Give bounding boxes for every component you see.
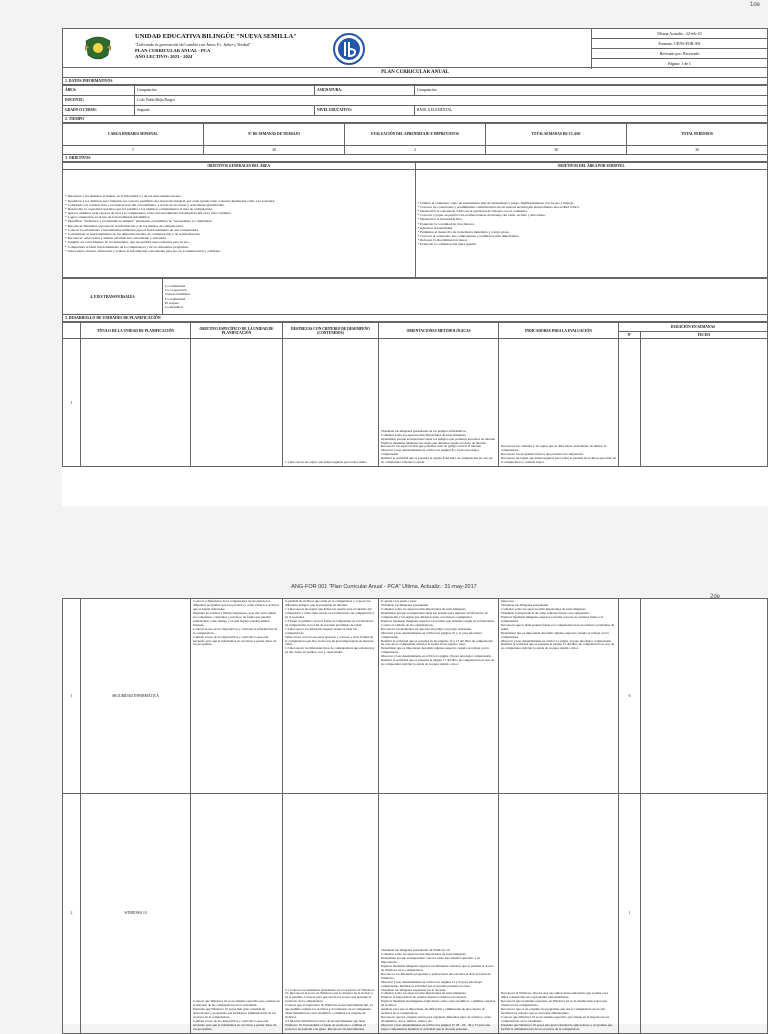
unit-number: 2 xyxy=(63,794,81,1034)
tiempo-value: 38 xyxy=(627,146,768,155)
document-meta xyxy=(591,29,767,69)
page-number: 1de xyxy=(749,2,760,8)
meta-reviewed: Revisado por: Rectorado xyxy=(592,49,767,59)
school-name: UNIDAD EDUCATIVA BILINGÜE "NUEVA SEMILLA" xyxy=(135,33,297,40)
nivel-value: BÁSICA ELEMENTAL xyxy=(415,106,768,116)
page-footer: ANG-FOR 001 "Plan Curricular Anual - PCA" Ultima. Actualiz.: 31-may-2017 xyxy=(291,584,477,590)
tiempo-header: TOTAL SEMANAS DE CLASE xyxy=(486,124,627,146)
objetivos-subnivel-list: * Utilizar el ordenador como un instrumento más de aprendizaje y juego, familiarizándose con su uso y manejo. * Conocer las conexiones y posibilidades comunicativas de las nuevas tecnologías desarrollando una actitud crítica. * Desarrollar la conciencia crítica en la ejecución de trabajos con el ordenador. * Conocer y poner en práctica las normas básicas de manejo del ratón, teclado y micrófono. * Desarrollar la motricidad fina. * Potenciar la coordinación viso-motora. * Adiestrar la lateralidad. * Estimular el desarrollo de la memoria inmediata y a largo plazo. * Conocer el ordenador, sus componentes y periféricos más importantes. * Reforzar la discriminación visual. * Potenciar la comunicación entre iguales. xyxy=(415,170,768,278)
tiempo-header: EVALUACIÓN DEL APRENDIZAJE E IMPREVISTOS xyxy=(345,124,486,146)
section-objetivos: 3. OBJETIVOS xyxy=(62,155,768,162)
unit-header-titulo: TÍTULO DE LA UNIDAD DE PLANIFICACIÓN xyxy=(81,323,191,339)
school-year: AÑO LECTIVO: 2023 - 2024 xyxy=(135,54,193,59)
tiempo-value: 2 xyxy=(345,146,486,155)
unit-objetivo: Conocer y diferenciar de la computadora reconociendo los diferentes programas que nos presenta y como evitar los archivos que se tienen infectados. Entender las normas y hábitos impuestos, para ello estos deben ser coherentes, constantes y precisos, de forma que puedan establecidas como tiempo y en qué lugares pueden utilizar Internet. Conocer el uso de los dispositivos y controlar la información de la computadora. Cambiar el uso de los dispositivos y controlar lo que está haciendo para que la informática no nos lleve a perder datos de los programas. xyxy=(191,599,283,794)
ib-logo-icon xyxy=(331,32,367,66)
unit-header-metodologicas: ORIENTACIONES METODOLÓGICAS xyxy=(379,323,499,339)
school-crest-icon xyxy=(83,35,113,63)
info-table xyxy=(62,85,768,116)
unit-metodologicas: Visualizar las imágenes presentadas de los peligros informáticos Comentar sobre los aspectos más importantes de estas imágenes Determinar porque es importante saber los peligros que podemos encontrar en internet Explicar mediante imágenes las reglas que debemos seguir en el uso de internet Reconocer los aspectos más que podemos estar en peligro al usar el internet Observar y leer detenidamente en el libro las páginas 8 y 9 para una mejor comprensión. Realizar la actividad que se presenta la página 8 del libro de computación en caso de no comprender solicitar la ayuda. xyxy=(379,339,499,467)
unit-metodologicas: la ayuda a los papis o tutor. Visualizar las imágenes presentadas Comentar sobre los aspectos más importantes de estas imágenes Determinar porque es importante saber las normas para ingresar al laboratorio de computación y las reglas que debemos tener con nuestro computador. Explicar mediante imágenes aspectos las normas que debemos seguir en el laboratorio y sobre el cuidado de las computadoras. Reconocer los momentos en que está en peligro su propio ordenador. Observar y leer detenidamente en el libro las páginas 10 y 11 para una mejor comprensión. Realizar la actividad que se presenta en las páginas 12 y 13 del libro de computación en caso de no comprender solicitar la ayuda de tus papás o tutor. Determinar que es importante descubrir algunos aspectos cuando se trabaja con la computadora. Observar y leer detenidamente en el libro la página 16 para una mejor comprensión. Realizar la actividad que se presenta la página 17 del libro de computación en caso de no comprender solicitar la ayuda de tu papá, mamá o tutor. xyxy=(379,599,499,794)
meta-update: Ultima Actualiz.: 22-feb-23 xyxy=(592,29,767,39)
ejes-table xyxy=(62,278,768,315)
section-unidades: 5. DESARROLLO DE UNIDADES DE PLANIFICACIÓN xyxy=(62,315,768,322)
docente-value: Lcdo. Pablo Mejía Burgos xyxy=(135,96,768,106)
grado-value: Segundo xyxy=(135,106,315,116)
area-value: Computación xyxy=(135,86,315,96)
meta-format: Formato: UENS-FOR 001 xyxy=(592,39,767,49)
nivel-label: NIVEL EDUCATIVO: xyxy=(315,106,415,116)
tiempo-value: 40 xyxy=(204,146,345,155)
section-datos: 1. DATOS INFORMATIVOS xyxy=(62,78,768,85)
unit-subheader-fecha: FECHA xyxy=(641,332,768,339)
unit-title: WINDOWS 10 xyxy=(81,794,191,1034)
page-number: 2de xyxy=(709,594,720,600)
unit-indicadores: Reconocer los cuidados y las reglas que se debe llevar al momento de utilizar la computadora. Reconocer los programas básicos que presenta un computador. Reconocer las reglas que deben seguirse para evitar la pérdida de archivos que están en la computadora y cuidarla mejor. xyxy=(499,339,619,467)
unit-objetivo: Conocer que Windows 10 es un sistema operativo que consiste en la mayoría de las computadoras en la actualidad. Entender que Windows 10 posee más gran variedad de aplicaciones y programas que facilitan la administración de los recursos de la computadora. Cambiar el uso de los dispositivos y controlar lo que está haciendo para que la informática no nos lleve a perder datos de los programas. xyxy=(191,794,283,1034)
page-1 xyxy=(62,2,768,506)
unit-metodologicas: Visualizar las imágenes presentadas de Windows 10 Comentar sobre los aspectos más importantes de estas imágenes Determinar porque es importante conocer sobre este sistema operativo y su importancia. Explicar mediante imágenes aspectos las diferentes ventanas que se permite el acceso de Windows en la computadora. Reconocer los diferentes programas y aplicaciones que encierra el abrir el botón de Windows. Observar y leer detenidamente en el libro las páginas 21 y 22 para una mejor comprensión. Realizar la actividad que el docente presenta en clase. Visualizar las imágenes expuestas por el docente. Comentar sobre los aspectos más importantes de estas imágenes. Explicar la importancia de ordenar nuestros archivos en carpetas. Explicar mediante las imágenes explicativas como crear, modificar o eliminar carpetas de archivos. Analizar para qué es importante, modificación y eliminación de una carpeta de archivos en la computadora. Reconocer que las carpetas sirven para organizar diferentes tipos de archivos, como documentos, fotos, música, videos, etc. Observar y leer detenidamente en el libro las páginas 27 28 - 29 - 30 y 31 para una mejor comprensión. Realizar la actividad que el docente presente. xyxy=(379,794,499,1034)
page-2 xyxy=(62,598,768,1032)
tiempo-header: TOTAL PERÍODOS xyxy=(627,124,768,146)
unit-number: 1 xyxy=(63,599,81,794)
school-motto: "Liderando la generación del cambio con Amor, Fe, Saber y Verdad" xyxy=(135,42,251,47)
unit-destrezas: 2.1 Conocer los elementos presentados en el escritorio de Windows 10. Reconocer el icono de Windows que se muestra en el teclado y en la pantalla. Conocer para qué sirven los iconos que presenta el escritorio de la computadora. Conocer que el explorador de Windows es una herramienta útil, ya que permite ordenar los archivos y documentos en el computador. Tener habilidad en crear, modificar o eliminar las carpetas de archivos. 2.3 Mostrar habilidad en el uso de las herramientas que tiene Windows 10. Personalizar el fondo de escritorio o cambiar el protector de pantalla a su gusto. Reconocer las herramientas. xyxy=(283,794,379,1034)
tiempo-value: 1 xyxy=(63,146,204,155)
ejes-label: 4. EJES TRANSVERSALES xyxy=(63,279,163,315)
tiempo-header: CARGA HORARIA SEMANAL xyxy=(63,124,204,146)
unit-number: 1 xyxy=(63,339,81,467)
tiempo-header: Nº DE SEMANAS DE TRABAJO xyxy=(204,124,345,146)
unit-header-destrezas: DESTREZAS CON CRITERIO DE DESEMPEÑO (CONTENIDOS) xyxy=(283,323,379,339)
unit-header-objetivo: OBJETIVO ESPECÍFICO DE LA UNIDAD DE PLANIFICACIÓN xyxy=(191,323,283,339)
unit-destrezas: la pérdida de archivos que están en la computadora y conocer los diferentes peligros que se presentan en internet. 1.2 Reconocer las reglas que deben ser usadas para el cuidado del computador y cómo debe usarse en el laboratorio de computación y en la sociedad. 1.3 Tener la primera correcta frente al computador en el laboratorio de computación con el fin de prevenir problemas de salud. 1.4 Reconocer los diferentes lugares donde se usan las computadoras. Saber el uso correcto de estos aparatos y conocer a otras formas de la computadora que hoy en día son de gran importancia en nuestras vidas. 1.5 Reconocer los diferentes tipos de computadoras que existen hoy en día. Saber su nombre, uso y capacidades. xyxy=(283,599,379,794)
ejes-list: La solidaridad La cooperación Valores familiares La solidaridad El respeto La identidad xyxy=(163,279,768,315)
unit-subheader-n: Nº xyxy=(619,332,641,339)
unit-title: SEGURIDAD INFORMÁTICA xyxy=(81,599,191,794)
unit-indicadores: Reconocer al Windows 10 para usar sus aplicaciones educativas que ayuden a los niños a desarrollar sus capacidades adecuadamente. Reconocer que el sistema operativo de Windows 10 es el sistema más actual que vienen en las computadoras. Reconocer que es un conjunto de programas que usa la computadora en el cual facilitará las trabajos que se en forma utilizarermos. Conocer que Windows 10 es un sistema operativo que vienen en la mayoría de las computadoras en la actualidad. Entender que Windows 10 posee una gran variedad de aplicaciones y programas que facilita la administración de los recursos de la computadora. xyxy=(499,794,619,1034)
area-label: ÁREA: xyxy=(63,86,135,96)
meta-page: Página: 1 de 1 xyxy=(668,61,691,66)
grado-label: GRADO O CURSO: xyxy=(63,106,135,116)
asignatura-label: ASIGNATURA: xyxy=(315,86,415,96)
unit-header-indicadores: INDICADORES PARA LA EVALUACIÓN xyxy=(499,323,619,339)
tiempo-table xyxy=(62,123,768,155)
unit-weeks: 1 xyxy=(619,794,641,1034)
unit-weeks: 6 xyxy=(619,599,641,794)
plan-title: PLAN CURRICULAR ANUAL xyxy=(62,68,768,78)
objetivos-table xyxy=(62,162,768,278)
objetivos-general-header: OBJETIVOS GENERALES DEL ÁREA xyxy=(63,163,416,170)
unit-header-duracion: DURACIÓN EN SEMANAS xyxy=(619,323,768,332)
unit-destrezas: 1.1 Reconocer las reglas que deben seguirse para evitar daños. xyxy=(283,339,379,467)
objetivos-subnivel-header: OBJETIVOS DEL ÁREA POR SUBNIVEL xyxy=(415,163,768,170)
section-tiempo: 2. TIEMPO xyxy=(62,116,768,123)
units-table-p1 xyxy=(62,322,768,467)
document-header xyxy=(62,28,768,68)
unit-indicadores: mejor uso. Visualizar las imágenes presentadas Comentar sobre los aspectos más importantes de estas imágenes Visualizar la importancia de cómo sentarse frente a un computador. Explicar mediante imágenes aspectos la forma correcta de sentarse frente a la computadora Reconocer que la mala postura frente a la computadora trae en el futuro problemas de salud. Determinar que es importante descubrir algunos aspectos cuando se trabaja con la computadora. Observar y leer detenidamente en el libro la página 14 para una mejor comprensión. Realizar la actividad que se presenta la página 15 del libro de computación en caso de no comprender solicitar la ayuda de tu papá, mamá o tutor. xyxy=(499,599,619,794)
asignatura-value: Computación xyxy=(415,86,768,96)
units-table-p2 xyxy=(62,598,768,1034)
plan-name: PLAN CURRICULAR ANUAL - PCA xyxy=(135,48,211,53)
objetivos-general-list: * Introducir a los alumnos al mundo de la Informática y de las telecomunicaciones. * Incentivar a los alumnos para fomentar un correcto equilibrio del desarrollo integral, por ende ayudar tanto a nuestra institución como a la sociedad. * Contribuir a la construcción y reconstrucción del conocimiento, a través de las tareas y actividades planificadas. * Desarrollar la capacidad operativa que les permita a los alumnos complementar el área de computación. * Que los alumnos sean capaces de usar a la computadora como una herramienta investigativa útil en la vida cotidiana. * Lograr orientación en el uso de la herramienta informática. * Identificar "elementos y problemáticas simples" planteadas en términos de "necesidades y/o demandas". * Reconocer diferentes soportes de la información y de los medios de comunicación. * Conocer los materiales y herramientas utilizados para el funcionamiento de una computadora. * Concientizar el funcionamiento de los diferentes medios de comunicación y de la información. * Reconocer, seleccionar y utilizar información conveniente y adecuada. * Adquirir un conocimiento de los materiales, que les permita seleccionarlos para su uso. * Comprender el ideal funcionamiento de la computadora y de los diferentes programas. * Seleccionar, obtener, almacenar y evaluar la información conveniente para uso en lo institucional y cotidiano. xyxy=(63,170,416,278)
tiempo-value: 38 xyxy=(486,146,627,155)
docente-label: DOCENTE: xyxy=(63,96,135,106)
